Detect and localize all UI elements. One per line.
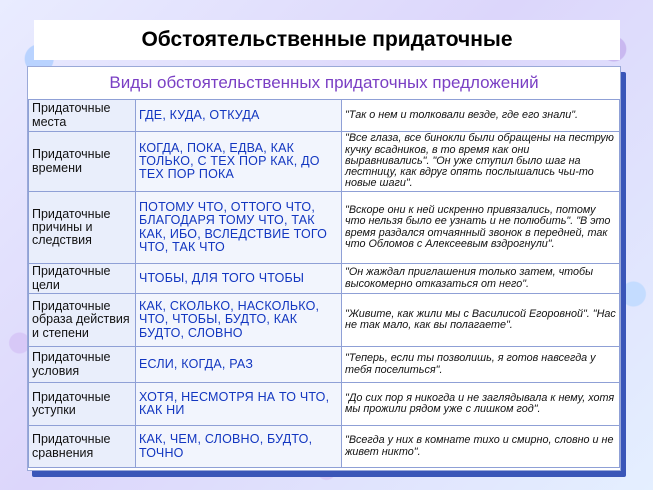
page-title: Обстоятельственные придаточные bbox=[141, 28, 513, 51]
table-row bbox=[29, 132, 620, 192]
table-row bbox=[29, 264, 620, 294]
clause-type-cell: Придаточные сравнения bbox=[29, 426, 136, 468]
conjunctions-cell: ЕСЛИ, КОГДА, РАЗ bbox=[136, 347, 342, 383]
table-row bbox=[29, 294, 620, 347]
conjunctions-cell: ПОТОМУ ЧТО, ОТТОГО ЧТО, БЛАГОДАРЯ ТОМУ ЧТО, ТАК КАК, ИБО, ВСЛЕДСТВИЕ ТОГО ЧТО, ТАК ЧТО bbox=[136, 192, 342, 264]
title-bar bbox=[34, 20, 620, 60]
clause-type-cell: Придаточные уступки bbox=[29, 383, 136, 426]
conjunctions-cell: ХОТЯ, НЕСМОТРЯ НА ТО ЧТО, КАК НИ bbox=[136, 383, 342, 426]
clause-type-cell: Придаточные причины и следствия bbox=[29, 192, 136, 264]
clause-type-cell: Придаточные места bbox=[29, 100, 136, 132]
example-cell: "До сих пор я никогда и не заглядывала к нему, хотя мы прожили рядом уже с лишком год". bbox=[342, 383, 620, 426]
example-cell: "Живите, как жили мы с Василисой Егоровной". "Нас не так мало, как вы полагаете". bbox=[342, 294, 620, 347]
table-row bbox=[29, 383, 620, 426]
example-cell: "Вскоре они к ней искренно привязались, потому что нельзя было ее узнать и не полюбить". "В это время раздался отчаянный звонок в передней, так что Обломов с Алексеевым вздрогнули". bbox=[342, 192, 620, 264]
table-row bbox=[29, 192, 620, 264]
example-cell: "Он жаждал приглашения только затем, чтобы высокомерно отказаться от него". bbox=[342, 264, 620, 294]
example-cell: "Всегда у них в комнате тихо и смирно, словно и не живет никто". bbox=[342, 426, 620, 468]
conjunctions-cell: КАК, СКОЛЬКО, НАСКОЛЬКО, ЧТО, ЧТОБЫ, БУДТО, КАК БУДТО, СЛОВНО bbox=[136, 294, 342, 347]
table-row bbox=[29, 347, 620, 383]
conjunctions-cell: КАК, ЧЕМ, СЛОВНО, БУДТО, ТОЧНО bbox=[136, 426, 342, 468]
clause-type-cell: Придаточные условия bbox=[29, 347, 136, 383]
table-row bbox=[29, 100, 620, 132]
example-cell: "Все глаза, все бинокли были обращены на пеструю кучку всадников, в то время как они выравнивались". "Он уже ступил было шаг на лестницу, как вдруг опять послышались чьи-то новые шаги". bbox=[342, 132, 620, 192]
clauses-panel bbox=[27, 66, 621, 471]
example-cell: "Теперь, если ты позволишь, я готов навсегда у тебя поселиться". bbox=[342, 347, 620, 383]
clause-type-cell: Придаточные образа действия и степени bbox=[29, 294, 136, 347]
clause-type-cell: Придаточные цели bbox=[29, 264, 136, 294]
example-cell: "Так о нем и толковали везде, где его знали". bbox=[342, 100, 620, 132]
conjunctions-cell: КОГДА, ПОКА, ЕДВА, КАК ТОЛЬКО, С ТЕХ ПОР КАК, ДО ТЕХ ПОР ПОКА bbox=[136, 132, 342, 192]
conjunctions-cell: ГДЕ, КУДА, ОТКУДА bbox=[136, 100, 342, 132]
panel-header: Виды обстоятельственных придаточных предложений bbox=[109, 73, 539, 92]
clause-type-cell: Придаточные времени bbox=[29, 132, 136, 192]
conjunctions-cell: ЧТОБЫ, ДЛЯ ТОГО ЧТОБЫ bbox=[136, 264, 342, 294]
table-row bbox=[29, 426, 620, 468]
clauses-table bbox=[28, 99, 620, 468]
